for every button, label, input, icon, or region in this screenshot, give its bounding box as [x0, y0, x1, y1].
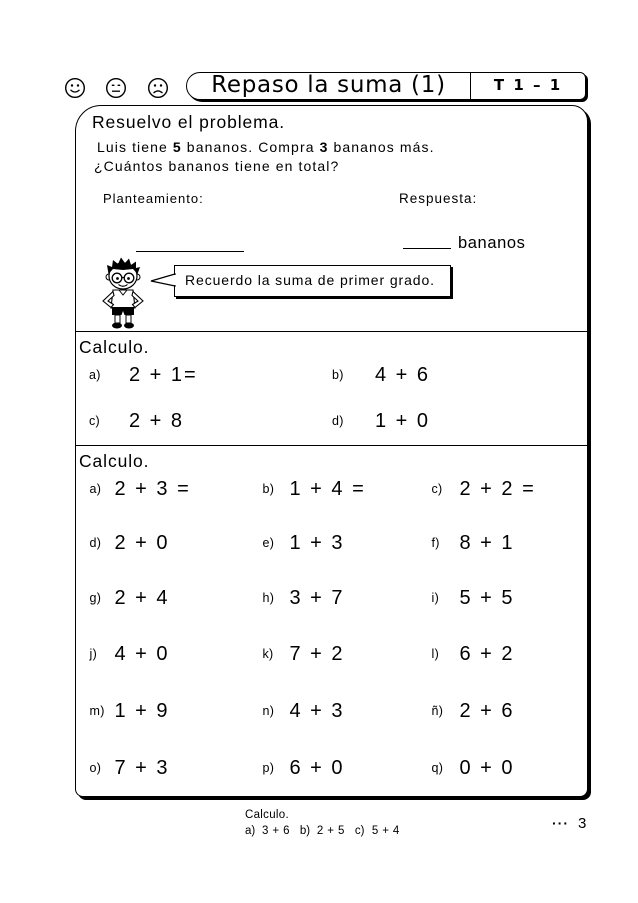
- exercise-expression: 2 + 3 =: [114, 477, 191, 500]
- exercise-expression: 0 + 0: [459, 756, 515, 779]
- exercise-item: [432, 699, 515, 723]
- boy-character-illustration: [99, 256, 147, 330]
- footer-expression: 5 + 4: [371, 825, 400, 837]
- exercise-label: n): [262, 703, 275, 718]
- exercise-expression: 2 + 6: [459, 699, 515, 722]
- setup-blank-line: [136, 251, 244, 252]
- exercise-item: [90, 642, 170, 666]
- sad-face-icon: [147, 77, 169, 99]
- footer-item: [245, 824, 290, 838]
- exercise-label: b): [332, 367, 344, 382]
- exercise-item: [90, 477, 191, 501]
- footer-item: [300, 824, 345, 838]
- exercise-item: [432, 531, 515, 555]
- exercise-label: k): [262, 646, 274, 661]
- calc-section-1: [76, 333, 587, 446]
- problem-heading: Resuelvo el problema.: [92, 112, 286, 132]
- exercise-expression: 8 + 1: [459, 531, 515, 554]
- exercise-expression: 1 + 9: [114, 699, 170, 722]
- exercise-item: [263, 477, 366, 501]
- exercise-expression: 4 + 6: [375, 363, 431, 386]
- statement-text: bananos. Compra: [181, 139, 320, 155]
- problem-statement: [97, 139, 435, 155]
- footer-item: [355, 824, 400, 838]
- footer-heading: Calculo.: [245, 809, 289, 821]
- exercise-expression: 2 + 4: [114, 586, 170, 609]
- exercise-expression: 2 + 8: [129, 409, 185, 432]
- exercise-label: i): [431, 590, 440, 605]
- exercise-item: [432, 586, 515, 610]
- exercise-label: m): [89, 703, 105, 718]
- speech-bubble-tail: [150, 269, 176, 291]
- exercise-label: p): [262, 760, 275, 775]
- exercise-item: [89, 363, 198, 387]
- calc-section-2: [76, 447, 587, 796]
- footer-expression: 2 + 5: [316, 825, 345, 837]
- exercise-item: [432, 477, 536, 501]
- exercise-item: [90, 531, 170, 555]
- smiley-face-icon: [64, 77, 86, 99]
- neutral-face-icon: [105, 77, 127, 99]
- exercise-expression: 2 + 0: [114, 531, 170, 554]
- problem-question: ¿Cuántos bananos tiene en total?: [94, 158, 340, 174]
- statement-number: 5: [172, 139, 182, 155]
- exercise-label: e): [262, 535, 275, 550]
- exercise-item: [90, 586, 170, 610]
- setup-label: Planteamiento:: [103, 191, 204, 206]
- exercise-label: b): [262, 481, 275, 496]
- footer-exercises: [245, 824, 410, 838]
- exercise-label: c): [89, 413, 101, 428]
- exercise-expression: 3 + 7: [289, 586, 345, 609]
- exercise-item: [263, 756, 345, 780]
- exercise-expression: 2 + 2 =: [459, 477, 536, 500]
- calc-heading: Calculo.: [79, 451, 150, 471]
- exercise-box: [75, 105, 588, 797]
- exercise-label: a): [89, 481, 102, 496]
- footer-label: b): [299, 825, 311, 837]
- exercise-label: o): [89, 760, 102, 775]
- exercise-item: [89, 409, 184, 433]
- exercise-expression: 4 + 3: [289, 699, 345, 722]
- speech-bubble: Recuerdo la suma de primer grado.: [174, 265, 451, 297]
- exercise-expression: 1 + 4 =: [289, 477, 366, 500]
- exercise-label: g): [89, 590, 102, 605]
- exercise-label: d): [332, 413, 344, 428]
- title-box: [186, 72, 586, 100]
- lesson-code: T 1 – 1: [470, 73, 585, 99]
- answer-blank-line: [403, 248, 451, 249]
- answer-label: Respuesta:: [399, 191, 478, 206]
- exercise-label: h): [262, 590, 275, 605]
- exercise-item: [90, 756, 170, 780]
- footer-label: c): [354, 825, 365, 837]
- exercise-item: [432, 642, 515, 666]
- exercise-label: a): [89, 367, 101, 382]
- exercise-expression: 1 + 3: [289, 531, 345, 554]
- exercise-expression: 2 + 1=: [129, 363, 198, 386]
- exercise-item: [432, 756, 515, 780]
- exercise-expression: 6 + 0: [289, 756, 345, 779]
- exercise-item: [90, 699, 170, 723]
- exercise-expression: 4 + 0: [114, 642, 170, 665]
- statement-text: Luis tiene: [97, 139, 173, 155]
- exercise-label: f): [431, 535, 440, 550]
- exercise-label: c): [431, 481, 443, 496]
- exercise-label: l): [431, 646, 440, 661]
- statement-text: bananos más.: [328, 139, 435, 155]
- statement-number: 3: [319, 139, 329, 155]
- footer-label: a): [245, 825, 256, 837]
- exercise-expression: 7 + 3: [114, 756, 170, 779]
- exercise-item: [263, 586, 345, 610]
- calc-heading: Calculo.: [79, 337, 150, 357]
- page-marker: ···: [552, 815, 569, 831]
- exercise-item: [263, 642, 345, 666]
- page-title: Repaso la suma (1): [211, 72, 446, 98]
- footer-expression: 3 + 6: [262, 825, 290, 837]
- exercise-label: q): [431, 760, 444, 775]
- exercise-expression: 1 + 0: [375, 409, 431, 432]
- exercise-label: j): [89, 646, 98, 661]
- page-number: 3: [578, 815, 587, 832]
- exercise-expression: 6 + 2: [459, 642, 515, 665]
- exercise-expression: 5 + 5: [459, 586, 515, 609]
- problem-section: [76, 106, 587, 332]
- exercise-label: d): [89, 535, 102, 550]
- exercise-expression: 7 + 2: [289, 642, 345, 665]
- exercise-label: ñ): [431, 703, 444, 718]
- exercise-item: [332, 409, 430, 433]
- exercise-item: [332, 363, 430, 387]
- exercise-item: [263, 531, 345, 555]
- exercise-item: [263, 699, 345, 723]
- answer-unit: bananos: [458, 234, 526, 252]
